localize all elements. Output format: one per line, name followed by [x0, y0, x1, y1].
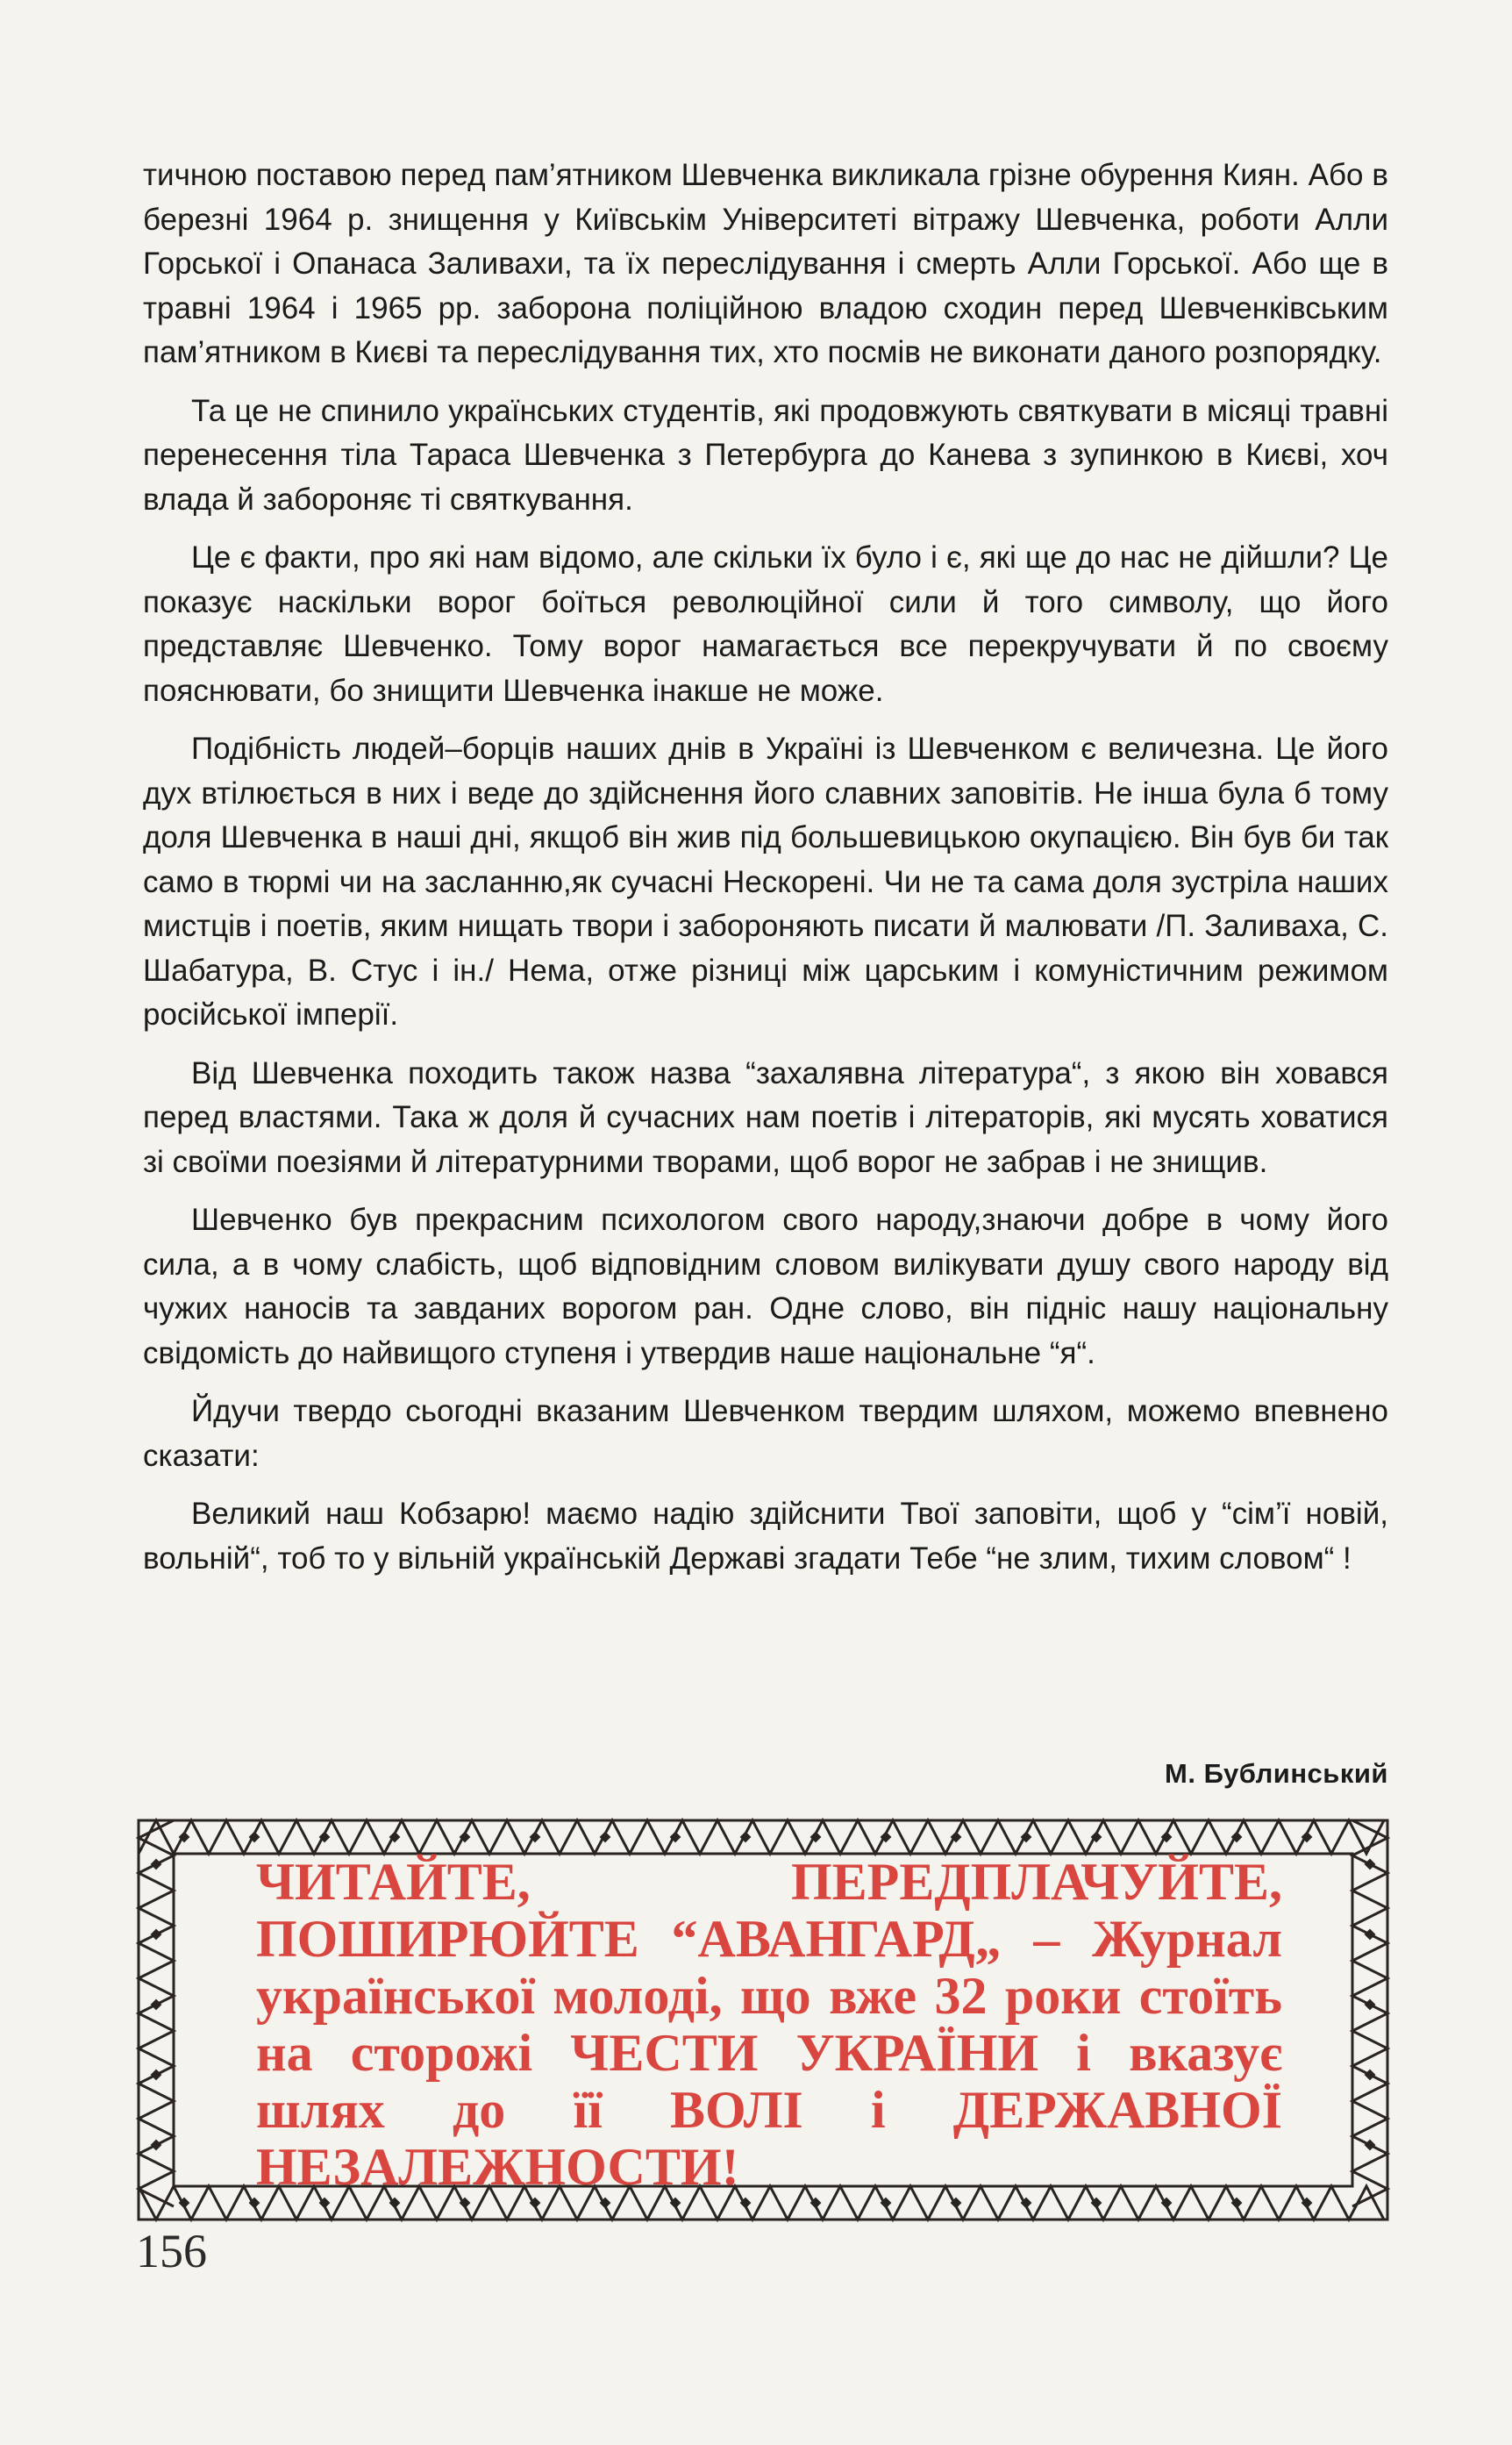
- author-signature: М. Бублинський: [1165, 1758, 1388, 1789]
- article-paragraph: Це є факти, про які нам відомо, але скільки їх було і є, які ще до нас не дійшли? Це показує наскільки ворог боїться революційної сили й того символу, що його представляє Шевченко. Тому ворог намагається все перекручувати й по своєму пояснювати, бо знищити Шевченка інакше не може.: [143, 540, 1388, 708]
- article-paragraph: Від Шевченка походить також назва “захалявна література“, з якою він ховався перед властями. Така ж доля й сучасних нам поетів і літераторів, які мусять ховатися зі своїми поезіями й літературними творами, щоб ворог не забрав і не знищив.: [143, 1055, 1388, 1179]
- article-paragraph: Та це не спинило українських студентів, які продовжують святкувати в місяці травні перенесення тіла Тараса Шевченка з Петербурга до Канева з зупинкою в Києві, хоч влада й забороняє ті святкування.: [143, 393, 1388, 517]
- article-paragraph: Йдучи твердо сьогодні вказаним Шевченком твердим шляхом, можемо впевнено сказати:: [143, 1394, 1388, 1473]
- banner-slogan: ЧИТАЙТЕ, ПЕРЕДПЛАЧУЙТЕ, ПОШИРЮЙТЕ “АВАНГАРД„ – Журнал української молоді, що вже 32 роки стоїть на сторожі ЧЕСТИ УКРАЇНИ і вказує шлях до її ВОЛІ і ДЕРЖАВНОЇ НЕЗАЛЕЖНОСТИ!: [256, 1853, 1282, 2196]
- advertisement-banner: [132, 1803, 1394, 2237]
- page-number: 156: [136, 2225, 207, 2277]
- article-body: [143, 154, 1388, 1595]
- article-paragraph: тичною поставою перед пам’ятником Шевченка викликала грізне обурення Киян. Або в березні 1964 р. знищення у Київськім Університеті вітражу Шевченка, роботи Алли Горської і Опанаса Заливахи, та їх переслідування і смерть Алли Горської. Або ще в травні 1964 і 1965 рр. заборона поліційною владою сходин перед Шевченківським пам’ятником в Києві та переслідування тих, хто посмів не виконати даного розпорядку.: [143, 158, 1388, 369]
- article-paragraph: Великий наш Кобзарю! маємо надію здійснити Твої заповіти, щоб у “сім’ї новій, вольній“, тоб то у вільній українській Державі згадати Тебе “не злим, тихим словом“ !: [143, 1497, 1388, 1576]
- article-paragraph: Подібність людей–борців наших днів в Україні із Шевченком є величезна. Це його дух втілюється в них і веде до здійснення його славних заповітів. Не інша була б тому доля Шевченка в наші дні, якщоб він жив під большевицькою окупацією. Він був би так само в тюрмі чи на засланню,як сучасні Нескорені. Чи не та сама доля зустріла наших мистців і поетів, яким нищать твори і забороняють писати й малювати /П. Заливаха, С. Шабатура, В. Стус і ін./ Нема, отже різниці між царським і комуністичним режимом російської імперії.: [143, 732, 1388, 1032]
- article-paragraph: Шевченко був прекрасним психологом свого народу,знаючи добре в чому його сила, а в чому слабість, щоб відповідним словом вилікувати душу свого народу від чужих наносів та завданих ворогом ран. Одне слово, він підніс нашу національну свідомість до найвищого ступеня і утвердив наше національне “я“.: [143, 1203, 1388, 1370]
